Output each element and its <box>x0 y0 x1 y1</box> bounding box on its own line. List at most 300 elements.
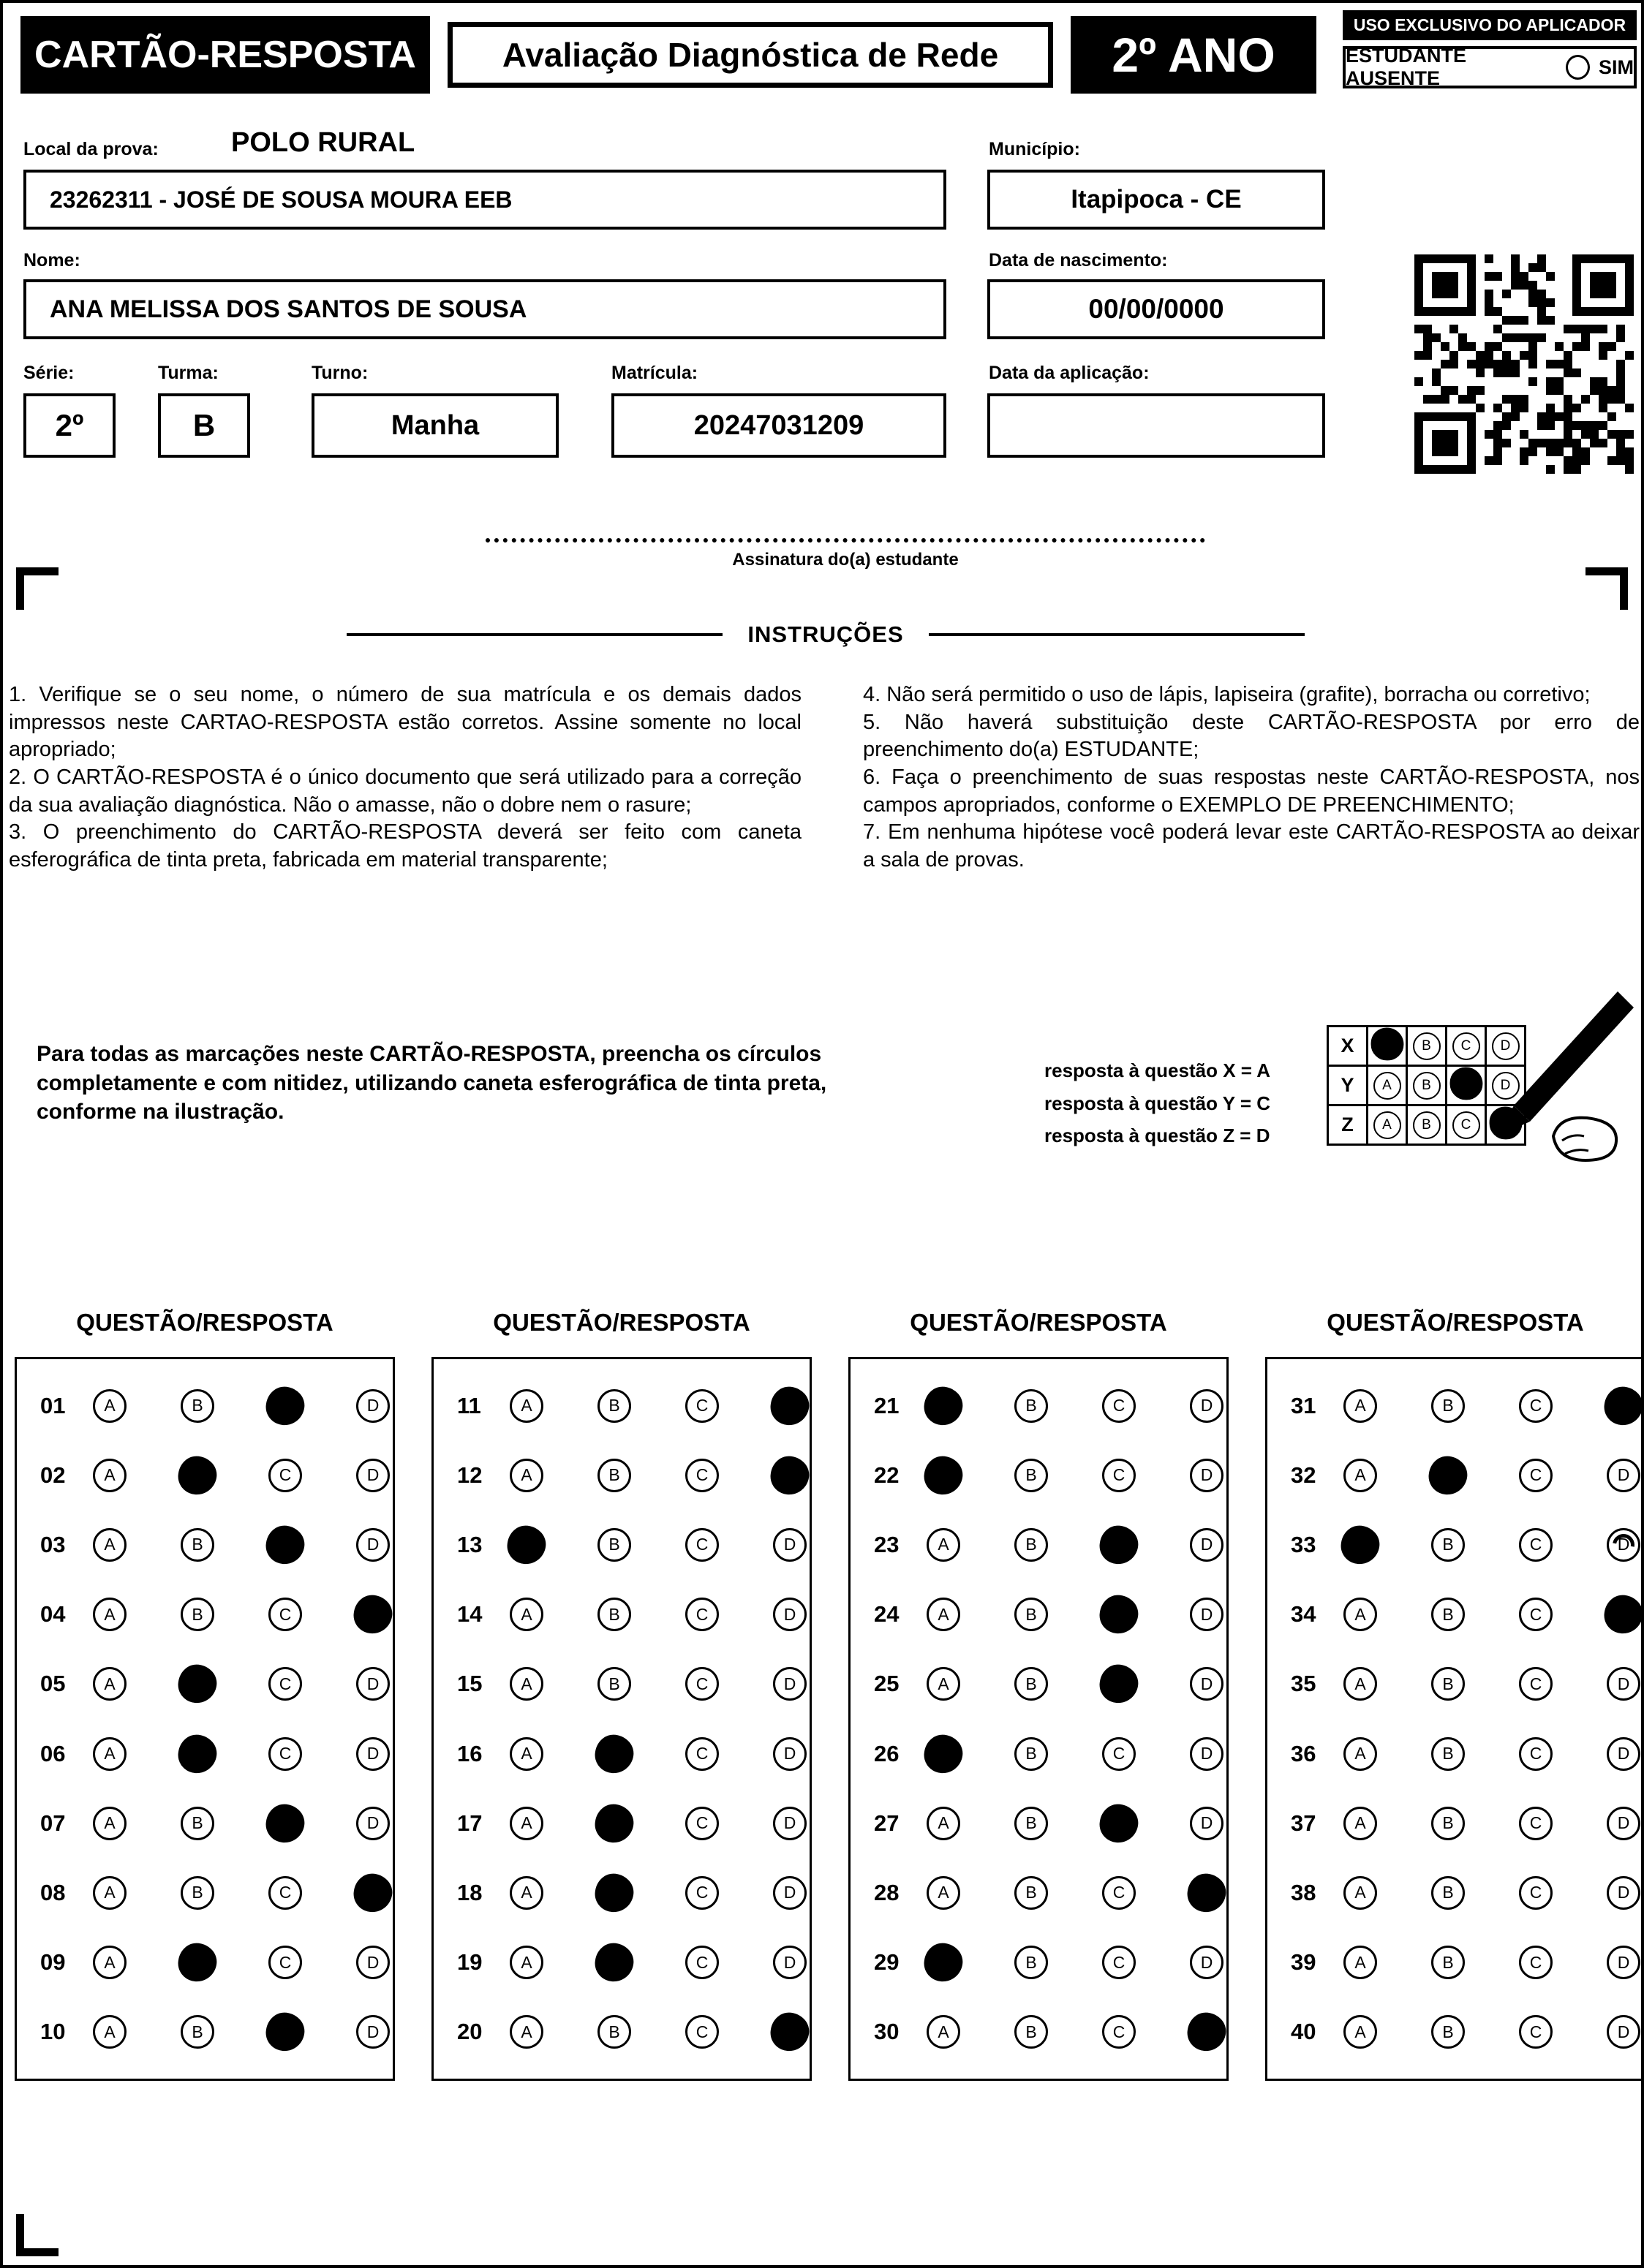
answer-bubble-38-A[interactable]: A <box>1343 1876 1377 1910</box>
answer-bubbles <box>1343 1528 1640 1562</box>
grade-box <box>1071 16 1316 94</box>
answer-bubbles <box>1343 1876 1640 1910</box>
question-row-07 <box>17 1807 393 1840</box>
answer-bubble-04-D[interactable] <box>351 1593 394 1636</box>
answer-bubble-01-A[interactable]: A <box>93 1389 127 1423</box>
answer-bubble-32-B[interactable] <box>1426 1454 1469 1497</box>
serie-field <box>23 393 116 458</box>
answer-bubbles <box>510 2015 807 2049</box>
question-number: 35 <box>1291 1671 1316 1697</box>
answer-bubble-24-C[interactable] <box>1097 1593 1140 1636</box>
question-row-38 <box>1267 1876 1643 1910</box>
question-number: 34 <box>1291 1601 1316 1628</box>
answer-bubble-10-C[interactable] <box>263 2011 306 2054</box>
question-row-34 <box>1267 1598 1643 1631</box>
answer-bubbles <box>927 1946 1223 1979</box>
example-bubble-Y-A: A <box>1373 1072 1401 1100</box>
answer-bubble-01-D[interactable]: D <box>356 1389 390 1423</box>
question-number: 02 <box>40 1462 66 1488</box>
answer-bubble-25-D[interactable]: D <box>1190 1667 1223 1701</box>
question-number: 28 <box>874 1879 900 1905</box>
answer-bubble-26-B[interactable]: B <box>1014 1737 1048 1771</box>
answer-bubble-30-D[interactable] <box>1185 2011 1228 2054</box>
example-bubble-Y-B: B <box>1413 1072 1441 1100</box>
instructions-header <box>347 621 1305 648</box>
instruction-item: 2. O CARTÃO-RESPOSTA é o único documento que será utilizado para a correção da sua avaliação diagnóstica. Não o amasse, não o dobre nem o rasure; <box>9 766 802 817</box>
answer-bubble-10-D[interactable]: D <box>356 2015 390 2049</box>
answer-bubble-34-A[interactable]: A <box>1343 1598 1377 1631</box>
answer-bubble-12-C[interactable]: C <box>685 1459 719 1492</box>
answer-bubble-36-C[interactable]: C <box>1519 1737 1553 1771</box>
instruction-item: 4. Não será permitido o uso de lápis, lapiseira (grafite), borracha ou corretivo; <box>863 683 1591 706</box>
answer-bubble-33-A[interactable] <box>1338 1523 1381 1566</box>
question-number: 20 <box>457 2019 483 2045</box>
question-row-39 <box>1267 1946 1643 1979</box>
answers-column-3 <box>848 1357 1229 2081</box>
municipio-field <box>987 170 1325 230</box>
question-number: 39 <box>1291 1949 1316 1976</box>
answer-bubble-20-B[interactable]: B <box>597 2015 631 2049</box>
turno-field <box>312 393 559 458</box>
instruction-item: 7. Em nenhuma hipótese você poderá levar este CARTÃO-RESPOSTA ao deixar a sala de provas. <box>863 820 1640 872</box>
question-number: 26 <box>874 1740 900 1766</box>
answer-bubble-25-C[interactable] <box>1097 1663 1140 1706</box>
answer-bubble-37-C[interactable]: C <box>1519 1807 1553 1840</box>
answer-bubble-39-C[interactable]: C <box>1519 1946 1553 1979</box>
answer-bubble-07-A[interactable]: A <box>93 1807 127 1840</box>
answer-bubble-05-B[interactable] <box>176 1663 219 1706</box>
nascimento-value: 00/00/0000 <box>1088 294 1224 324</box>
answer-bubble-16-C[interactable]: C <box>685 1737 719 1771</box>
answer-bubble-16-D[interactable]: D <box>773 1737 807 1771</box>
question-row-10 <box>17 2015 393 2049</box>
answer-bubble-23-A[interactable]: A <box>927 1528 960 1562</box>
answer-bubble-22-D[interactable]: D <box>1190 1459 1223 1492</box>
aplicacao-label: Data da aplicação: <box>989 363 1150 383</box>
answer-bubble-07-C[interactable] <box>263 1802 306 1845</box>
question-row-24 <box>851 1598 1226 1631</box>
answer-bubble-06-D[interactable]: D <box>356 1737 390 1771</box>
answer-bubble-03-C[interactable] <box>263 1523 306 1566</box>
nome-value: ANA MELISSA DOS SANTOS DE SOUSA <box>50 295 527 323</box>
instructions-left-column <box>9 681 802 874</box>
answer-bubble-20-C[interactable]: C <box>685 2015 719 2049</box>
municipio-value: Itapipoca - CE <box>1071 185 1242 213</box>
question-row-01 <box>17 1389 393 1423</box>
answer-bubble-33-D[interactable]: D <box>1607 1528 1640 1562</box>
answer-bubble-04-C[interactable]: C <box>268 1598 302 1631</box>
answer-bubble-38-C[interactable]: C <box>1519 1876 1553 1910</box>
instructions-right-column <box>863 681 1640 874</box>
answers-column-1 <box>15 1357 395 2081</box>
answer-bubble-08-B[interactable]: B <box>181 1876 214 1910</box>
answer-bubble-40-B[interactable]: B <box>1431 2015 1465 2049</box>
answer-bubble-30-C[interactable]: C <box>1102 2015 1136 2049</box>
answer-bubble-01-C[interactable] <box>263 1384 306 1427</box>
answer-bubble-28-A[interactable]: A <box>927 1876 960 1910</box>
answer-bubble-07-B[interactable]: B <box>181 1807 214 1840</box>
turma-value: B <box>192 408 216 442</box>
answer-bubble-33-B[interactable]: B <box>1431 1528 1465 1562</box>
absent-label: ESTUDANTE AUSENTE <box>1346 45 1467 89</box>
answer-bubble-26-D[interactable]: D <box>1190 1737 1223 1771</box>
answers-column-4 <box>1265 1357 1644 2081</box>
answer-bubble-13-B[interactable]: B <box>597 1528 631 1562</box>
answer-bubble-03-B[interactable]: B <box>181 1528 214 1562</box>
answer-bubbles <box>927 1389 1223 1423</box>
answer-bubble-24-B[interactable]: B <box>1014 1598 1048 1631</box>
answer-bubble-40-D[interactable]: D <box>1607 2015 1640 2049</box>
answer-bubble-12-A[interactable]: A <box>510 1459 543 1492</box>
question-row-17 <box>434 1807 810 1840</box>
school-value: 23262311 - JOSÉ DE SOUSA MOURA EEB <box>50 186 513 213</box>
qr-code <box>1414 254 1634 474</box>
answer-bubble-11-C[interactable]: C <box>685 1389 719 1423</box>
question-row-08 <box>17 1876 393 1910</box>
answer-bubbles <box>93 1667 390 1701</box>
answer-bubbles <box>510 1598 807 1631</box>
answer-bubble-38-B[interactable]: B <box>1431 1876 1465 1910</box>
absent-yes-bubble[interactable] <box>1566 55 1590 80</box>
answer-bubbles <box>1343 1807 1640 1840</box>
nascimento-field <box>987 279 1325 339</box>
answer-bubble-02-C[interactable]: C <box>268 1459 302 1492</box>
answer-bubble-09-A[interactable]: A <box>93 1946 127 1979</box>
answer-bubble-19-B[interactable] <box>592 1940 636 1984</box>
answer-bubbles <box>1343 1598 1640 1631</box>
question-number: 38 <box>1291 1879 1316 1905</box>
question-row-23 <box>851 1528 1226 1562</box>
answer-bubble-31-A[interactable]: A <box>1343 1389 1377 1423</box>
answer-bubble-19-A[interactable]: A <box>510 1946 543 1979</box>
school-field <box>23 170 946 230</box>
answer-bubble-32-D[interactable]: D <box>1607 1459 1640 1492</box>
answer-bubble-06-A[interactable]: A <box>93 1737 127 1771</box>
answer-bubble-40-A[interactable]: A <box>1343 2015 1377 2049</box>
answer-bubble-34-C[interactable]: C <box>1519 1598 1553 1631</box>
answer-bubble-18-D[interactable]: D <box>773 1876 807 1910</box>
answer-bubble-15-C[interactable]: C <box>685 1667 719 1701</box>
answer-bubbles <box>1343 1737 1640 1771</box>
answer-bubble-04-B[interactable]: B <box>181 1598 214 1631</box>
answer-bubble-19-D[interactable]: D <box>773 1946 807 1979</box>
serie-label: Série: <box>23 363 75 383</box>
question-row-18 <box>434 1876 810 1910</box>
example-caption: resposta à questão Y = C <box>1044 1092 1271 1114</box>
answer-bubble-26-C[interactable]: C <box>1102 1737 1136 1771</box>
question-number: 06 <box>40 1740 66 1766</box>
answer-bubble-08-A[interactable]: A <box>93 1876 127 1910</box>
answer-bubbles <box>1343 1667 1640 1701</box>
answer-bubble-14-D[interactable]: D <box>773 1598 807 1631</box>
answer-bubbles <box>927 1737 1223 1771</box>
question-number: 03 <box>40 1531 66 1557</box>
answer-bubble-34-D[interactable] <box>1602 1593 1644 1636</box>
answer-bubbles <box>927 2015 1223 2049</box>
answer-bubble-06-C[interactable]: C <box>268 1737 302 1771</box>
answer-bubbles <box>510 1876 807 1910</box>
question-number: 30 <box>874 2019 900 2045</box>
answer-bubble-36-D[interactable]: D <box>1607 1737 1640 1771</box>
answer-bubble-25-B[interactable]: B <box>1014 1667 1048 1701</box>
data-aplicacao-field <box>987 393 1325 458</box>
question-number: 25 <box>874 1671 900 1697</box>
signature-label: Assinatura do(a) estudante <box>732 550 959 570</box>
answer-bubble-03-A[interactable]: A <box>93 1528 127 1562</box>
answer-bubbles <box>927 1667 1223 1701</box>
question-row-09 <box>17 1946 393 1979</box>
answer-bubble-19-C[interactable]: C <box>685 1946 719 1979</box>
example-bubble-Z-D <box>1489 1107 1522 1140</box>
answer-bubble-02-B[interactable] <box>176 1454 219 1497</box>
answer-bubble-31-D[interactable] <box>1602 1384 1644 1427</box>
question-row-33 <box>1267 1528 1643 1562</box>
answer-bubble-30-B[interactable]: B <box>1014 2015 1048 2049</box>
answer-bubble-39-D[interactable]: D <box>1607 1946 1640 1979</box>
answer-bubble-15-B[interactable]: B <box>597 1667 631 1701</box>
question-number: 22 <box>874 1462 900 1488</box>
answer-bubble-18-B[interactable] <box>592 1871 636 1914</box>
answer-bubble-15-D[interactable]: D <box>773 1667 807 1701</box>
answer-bubbles <box>927 1528 1223 1562</box>
answer-bubble-16-B[interactable] <box>592 1732 636 1775</box>
answer-bubble-31-C[interactable]: C <box>1519 1389 1553 1423</box>
question-number: 13 <box>457 1531 483 1557</box>
corner-mark-bottom-left <box>16 2214 59 2256</box>
answer-bubble-18-A[interactable]: A <box>510 1876 543 1910</box>
answer-bubble-10-B[interactable]: B <box>181 2015 214 2049</box>
answer-bubble-39-B[interactable]: B <box>1431 1946 1465 1979</box>
question-number: 04 <box>40 1601 66 1628</box>
answer-bubble-35-D[interactable]: D <box>1607 1667 1640 1701</box>
answer-bubble-27-D[interactable]: D <box>1190 1807 1223 1840</box>
example-row-Y <box>1328 1066 1526 1105</box>
answer-bubble-03-D[interactable]: D <box>356 1528 390 1562</box>
answer-bubble-24-A[interactable]: A <box>927 1598 960 1631</box>
answer-bubble-07-D[interactable]: D <box>356 1807 390 1840</box>
answer-bubble-29-C[interactable]: C <box>1102 1946 1136 1979</box>
question-number: 17 <box>457 1810 483 1836</box>
answer-bubbles <box>93 1459 390 1492</box>
question-row-32 <box>1267 1459 1643 1492</box>
answer-bubble-32-C[interactable]: C <box>1519 1459 1553 1492</box>
answer-bubble-23-C[interactable] <box>1097 1523 1140 1566</box>
question-row-29 <box>851 1946 1226 1979</box>
corner-mark-top-right <box>1585 567 1628 610</box>
answer-bubble-25-A[interactable]: A <box>927 1667 960 1701</box>
answer-bubble-08-D[interactable] <box>351 1871 394 1914</box>
answer-bubbles <box>510 1528 807 1562</box>
answer-bubble-17-A[interactable]: A <box>510 1807 543 1840</box>
answer-bubble-32-A[interactable]: A <box>1343 1459 1377 1492</box>
answer-bubble-09-B[interactable] <box>176 1940 219 1984</box>
example-bubble-X-D: D <box>1492 1032 1520 1060</box>
answer-bubbles <box>93 1389 390 1423</box>
corner-mark-top-left <box>16 567 59 610</box>
answer-bubble-01-B[interactable]: B <box>181 1389 214 1423</box>
answer-bubble-31-B[interactable]: B <box>1431 1389 1465 1423</box>
question-row-11 <box>434 1389 810 1423</box>
question-row-36 <box>1267 1737 1643 1771</box>
example-bubble-X-A <box>1370 1028 1403 1061</box>
answer-bubble-06-B[interactable] <box>176 1732 219 1775</box>
question-row-14 <box>434 1598 810 1631</box>
question-number: 18 <box>457 1879 483 1905</box>
answer-bubble-20-A[interactable]: A <box>510 2015 543 2049</box>
answer-bubble-12-B[interactable]: B <box>597 1459 631 1492</box>
answer-bubble-30-A[interactable]: A <box>927 2015 960 2049</box>
answer-bubble-28-B[interactable]: B <box>1014 1876 1048 1910</box>
question-row-03 <box>17 1528 393 1562</box>
question-row-37 <box>1267 1807 1643 1840</box>
fill-instructions-note: Para todas as marcações neste CARTÃO-RESPOSTA, preencha os círculos completamente e com nitidez, utilizando caneta esferográfica de tinta preta, conforme na ilustração. <box>37 1042 827 1124</box>
answer-bubble-27-C[interactable] <box>1097 1802 1140 1845</box>
answer-bubble-37-D[interactable]: D <box>1607 1807 1640 1840</box>
answer-bubble-22-B[interactable]: B <box>1014 1459 1048 1492</box>
answers-column-2 <box>431 1357 812 2081</box>
answer-bubble-11-A[interactable]: A <box>510 1389 543 1423</box>
question-number: 10 <box>40 2019 66 2045</box>
answer-bubble-21-A[interactable] <box>921 1384 965 1427</box>
answer-bubble-04-A[interactable]: A <box>93 1598 127 1631</box>
answer-bubbles <box>927 1598 1223 1631</box>
answer-bubble-17-D[interactable]: D <box>773 1807 807 1840</box>
question-row-22 <box>851 1459 1226 1492</box>
example-caption: resposta à questão Z = D <box>1044 1124 1270 1147</box>
nascimento-label: Data de nascimento: <box>989 250 1168 271</box>
answer-bubble-17-C[interactable]: C <box>685 1807 719 1840</box>
matricula-label: Matrícula: <box>611 363 698 383</box>
answer-bubble-37-A[interactable]: A <box>1343 1807 1377 1840</box>
answer-bubbles <box>1343 1389 1640 1423</box>
answer-bubble-29-A[interactable] <box>921 1940 965 1984</box>
answer-bubble-11-D[interactable] <box>768 1384 811 1427</box>
question-number: 29 <box>874 1949 900 1976</box>
answer-bubbles <box>93 1737 390 1771</box>
question-row-20 <box>434 2015 810 2049</box>
answer-bubble-27-A[interactable]: A <box>927 1807 960 1840</box>
answer-bubble-05-A[interactable]: A <box>93 1667 127 1701</box>
answer-bubble-24-D[interactable]: D <box>1190 1598 1223 1631</box>
answer-bubble-29-B[interactable]: B <box>1014 1946 1048 1979</box>
answer-bubble-14-C[interactable]: C <box>685 1598 719 1631</box>
question-row-13 <box>434 1528 810 1562</box>
answer-bubble-23-D[interactable]: D <box>1190 1528 1223 1562</box>
example-caption: resposta à questão X = A <box>1044 1059 1270 1081</box>
answer-bubble-35-B[interactable]: B <box>1431 1667 1465 1701</box>
question-number: 01 <box>40 1392 66 1418</box>
answers-header-2: QUESTÃO/RESPOSTA <box>493 1309 750 1336</box>
question-number: 24 <box>874 1601 900 1628</box>
answer-bubble-34-B[interactable]: B <box>1431 1598 1465 1631</box>
answer-bubble-28-C[interactable]: C <box>1102 1876 1136 1910</box>
question-number: 31 <box>1291 1392 1316 1418</box>
answer-bubble-27-B[interactable]: B <box>1014 1807 1048 1840</box>
matricula-field <box>611 393 946 458</box>
instruction-item: 3. O preenchimento do CARTÃO-RESPOSTA deverá ser feito com caneta esferográfica de tinta preta, fabricada em material transparente; <box>9 820 802 872</box>
question-row-31 <box>1267 1389 1643 1423</box>
example-bubble-Z-C: C <box>1452 1111 1480 1139</box>
municipio-label: Município: <box>989 139 1080 159</box>
answer-bubble-16-A[interactable]: A <box>510 1737 543 1771</box>
answer-bubble-02-A[interactable]: A <box>93 1459 127 1492</box>
answer-bubbles <box>93 1528 390 1562</box>
answer-bubble-21-C[interactable]: C <box>1102 1389 1136 1423</box>
answer-bubble-37-B[interactable]: B <box>1431 1807 1465 1840</box>
answer-bubble-13-A[interactable] <box>505 1523 548 1566</box>
question-row-06 <box>17 1737 393 1771</box>
answer-bubble-29-D[interactable]: D <box>1190 1946 1223 1979</box>
question-number: 15 <box>457 1671 483 1697</box>
answer-bubble-28-D[interactable] <box>1185 1871 1228 1914</box>
answer-bubble-40-C[interactable]: C <box>1519 2015 1553 2049</box>
answer-bubble-13-C[interactable]: C <box>685 1528 719 1562</box>
answer-bubble-02-D[interactable]: D <box>356 1459 390 1492</box>
answer-bubble-05-C[interactable]: C <box>268 1667 302 1701</box>
answer-bubble-35-C[interactable]: C <box>1519 1667 1553 1701</box>
answer-bubble-18-C[interactable]: C <box>685 1876 719 1910</box>
answer-bubble-38-D[interactable]: D <box>1607 1876 1640 1910</box>
question-row-04 <box>17 1598 393 1631</box>
question-number: 12 <box>457 1462 483 1488</box>
answer-bubble-22-A[interactable] <box>921 1454 965 1497</box>
answer-bubble-36-A[interactable]: A <box>1343 1737 1377 1771</box>
answer-bubble-20-D[interactable] <box>768 2011 811 2054</box>
answer-bubble-11-B[interactable]: B <box>597 1389 631 1423</box>
answer-bubble-35-A[interactable]: A <box>1343 1667 1377 1701</box>
example-bubble-X-B: B <box>1413 1032 1441 1060</box>
answer-bubbles <box>93 1598 390 1631</box>
answer-bubble-14-B[interactable]: B <box>597 1598 631 1631</box>
answer-bubble-09-D[interactable]: D <box>356 1946 390 1979</box>
example-row-Z <box>1328 1105 1526 1145</box>
answer-bubble-13-D[interactable]: D <box>773 1528 807 1562</box>
answer-bubble-08-C[interactable]: C <box>268 1876 302 1910</box>
instruction-item: 6. Faça o preenchimento de suas respostas neste CARTÃO-RESPOSTA, nos campos apropriados, conforme o EXEMPLO DE PREENCHIMENTO; <box>863 766 1640 817</box>
answer-bubble-33-C[interactable]: C <box>1519 1528 1553 1562</box>
answer-bubble-15-A[interactable]: A <box>510 1667 543 1701</box>
answer-bubbles <box>93 1807 390 1840</box>
answer-bubbles <box>1343 2015 1640 2049</box>
question-number: 05 <box>40 1671 66 1697</box>
answer-bubble-23-B[interactable]: B <box>1014 1528 1048 1562</box>
answer-bubble-21-D[interactable]: D <box>1190 1389 1223 1423</box>
answer-bubble-09-C[interactable]: C <box>268 1946 302 1979</box>
question-number: 27 <box>874 1810 900 1836</box>
question-number: 08 <box>40 1879 66 1905</box>
answer-bubble-10-A[interactable]: A <box>93 2015 127 2049</box>
answer-bubble-05-D[interactable]: D <box>356 1667 390 1701</box>
answer-bubble-39-A[interactable]: A <box>1343 1946 1377 1979</box>
answer-bubbles <box>1343 1459 1640 1492</box>
answer-bubble-17-B[interactable] <box>592 1802 636 1845</box>
signature-line[interactable] <box>486 538 1205 543</box>
answer-bubble-26-A[interactable] <box>921 1732 965 1775</box>
example-bubble-Y-D: D <box>1492 1072 1520 1100</box>
question-row-27 <box>851 1807 1226 1840</box>
answers-header-1: QUESTÃO/RESPOSTA <box>76 1309 333 1336</box>
answer-bubbles <box>510 1459 807 1492</box>
rule-right <box>929 633 1305 636</box>
answer-bubble-36-B[interactable]: B <box>1431 1737 1465 1771</box>
grade-label: 2º ANO <box>1112 28 1275 82</box>
answer-bubble-22-C[interactable]: C <box>1102 1459 1136 1492</box>
answer-bubble-21-B[interactable]: B <box>1014 1389 1048 1423</box>
answer-bubble-14-A[interactable]: A <box>510 1598 543 1631</box>
serie-value: 2º <box>55 408 84 442</box>
question-row-28 <box>851 1876 1226 1910</box>
answer-bubble-12-D[interactable] <box>768 1454 811 1497</box>
